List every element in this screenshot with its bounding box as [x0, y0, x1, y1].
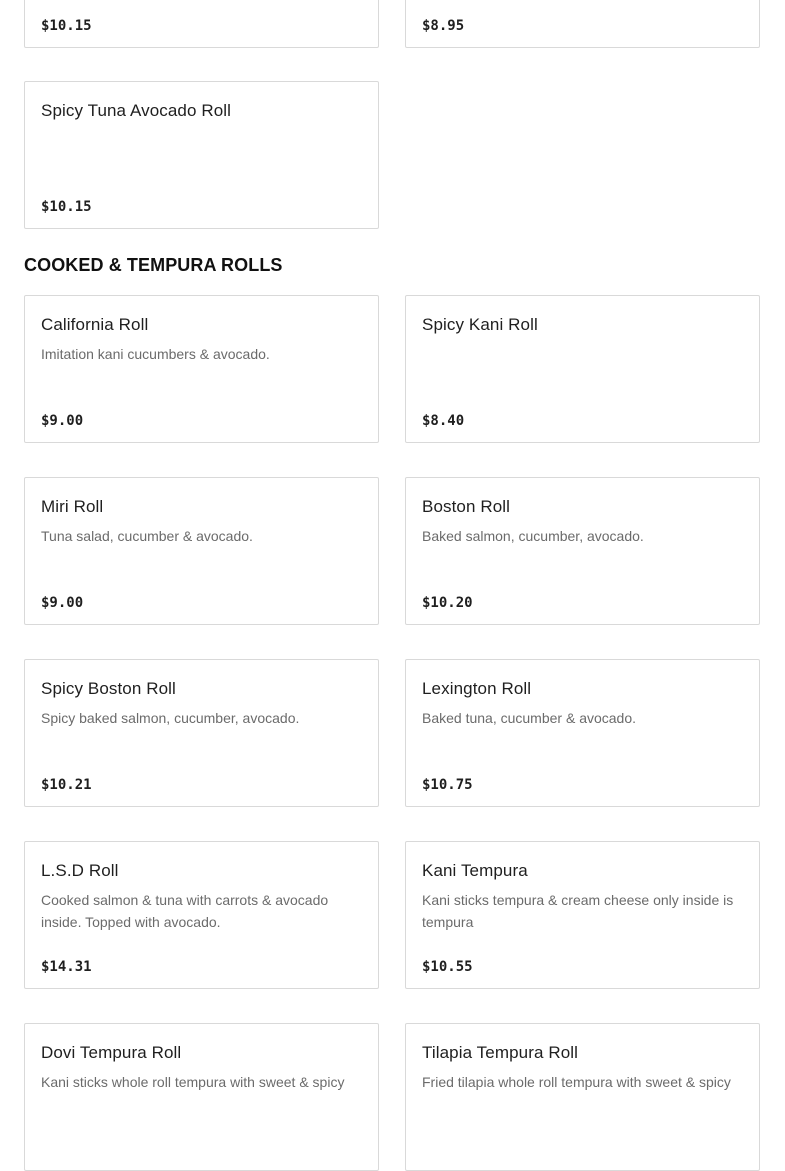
menu-item-name: Boston Roll: [422, 497, 511, 516]
menu-item-price: $8.40: [422, 413, 465, 429]
menu-item-price: $10.15: [41, 18, 92, 34]
menu-item-card[interactable]: [405, 477, 760, 625]
menu-item-card[interactable]: [405, 1023, 760, 1171]
menu-item-card[interactable]: [405, 659, 760, 807]
menu-item-description: Fried tilapia whole roll tempura with sweet & spicy: [422, 1074, 731, 1090]
menu-item-name: Dovi Tempura Roll: [41, 1043, 182, 1062]
menu-item-description: Imitation kani cucumbers & avocado.: [41, 346, 270, 362]
menu-item-description: Spicy baked salmon, cucumber, avocado.: [41, 710, 300, 726]
menu-item-card[interactable]: [24, 659, 379, 807]
menu-item-description: Kani sticks whole roll tempura with sweet & spicy: [41, 1074, 345, 1090]
menu-item-card[interactable]: [405, 295, 760, 443]
menu-item-card[interactable]: [24, 295, 379, 443]
menu-item-name: Kani Tempura: [422, 861, 528, 880]
menu-item-description: Tuna salad, cucumber & avocado.: [41, 528, 253, 544]
menu-item-price: $8.95: [422, 18, 465, 34]
menu-item-name: Miri Roll: [41, 497, 104, 516]
menu-item-name: California Roll: [41, 315, 149, 334]
menu-item-card[interactable]: [405, 841, 760, 989]
menu-item-price: $14.31: [41, 959, 92, 975]
menu-item-card[interactable]: [24, 1023, 379, 1171]
menu-item-name: Spicy Tuna Avocado Roll: [41, 101, 232, 120]
menu-item-card[interactable]: [24, 81, 379, 229]
section-heading: COOKED & TEMPURA ROLLS: [24, 255, 283, 275]
menu-item-card[interactable]: [405, 0, 760, 48]
menu-item-card[interactable]: [24, 477, 379, 625]
menu-item-price: $10.55: [422, 959, 473, 975]
menu-item-price: $10.20: [422, 595, 473, 611]
menu-item-card[interactable]: [24, 841, 379, 989]
menu-item-name: Spicy Kani Roll: [422, 315, 538, 334]
menu-item-card[interactable]: [24, 0, 379, 48]
menu-item-description: Baked salmon, cucumber, avocado.: [422, 528, 644, 544]
menu-item-price: $9.00: [41, 413, 84, 429]
menu-item-description: Baked tuna, cucumber & avocado.: [422, 710, 637, 726]
menu-item-price: $10.21: [41, 777, 92, 793]
menu-item-name: Lexington Roll: [422, 679, 532, 698]
menu-item-price: $9.00: [41, 595, 84, 611]
menu-item-price: $10.75: [422, 777, 473, 793]
menu-item-description: Kani sticks tempura & cream cheese only inside is tempura: [422, 892, 734, 930]
menu-item-name: L.S.D Roll: [41, 861, 119, 880]
menu-item-name: Spicy Boston Roll: [41, 679, 176, 698]
menu-item-price: $10.15: [41, 199, 92, 215]
menu-item-description: Cooked salmon & tuna with carrots & avocado inside. Topped with avocado.: [41, 892, 329, 930]
menu-item-name: Tilapia Tempura Roll: [422, 1043, 579, 1062]
